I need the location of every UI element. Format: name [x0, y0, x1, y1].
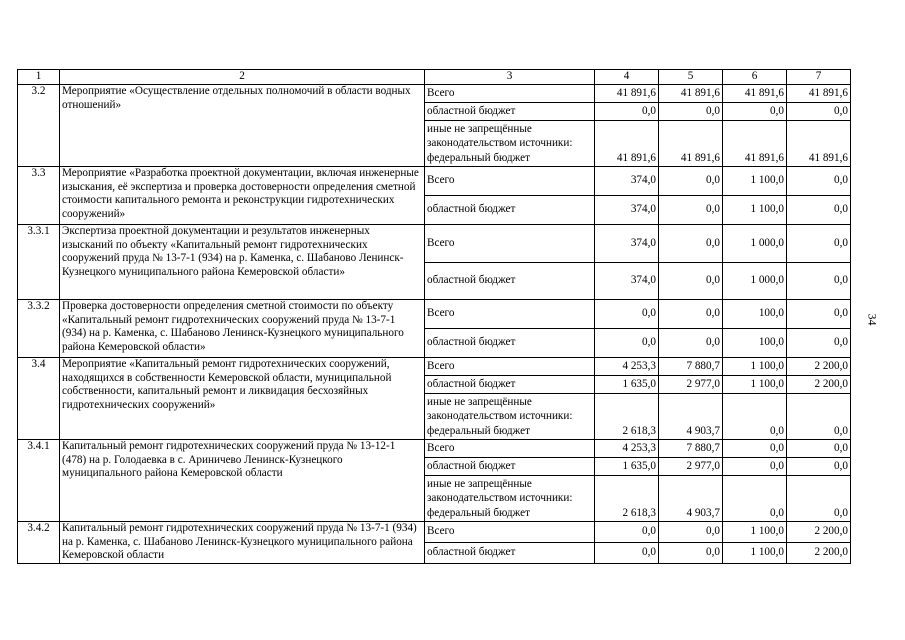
row-number: 3.4.2 [18, 522, 60, 564]
row-number: 3.3 [18, 167, 60, 225]
source-label: областной бюджет [425, 103, 595, 121]
row-number: 3.2 [18, 85, 60, 167]
budget-table [17, 69, 851, 564]
value-cell: 41 891,6 [787, 85, 851, 103]
value-cell: 1 100,0 [723, 376, 787, 394]
column-header: 7 [787, 70, 851, 85]
value-cell: 2 618,3 [595, 425, 659, 440]
row-number: 3.4.1 [18, 440, 60, 522]
value-cell: 41 891,6 [659, 85, 723, 103]
value-cell: 2 200,0 [787, 522, 851, 543]
value-cell: 0,0 [787, 425, 851, 440]
row-description: Мероприятие «Разработка проектной документации, включая инженерные изыскания, её экспертиза и проверка достоверности определения сметной стоимости капитального ремонта и реконструкции гидротехнических сооружений» [60, 167, 425, 225]
value-cell: 0,0 [595, 522, 659, 543]
value-cell: 0,0 [595, 300, 659, 329]
source-label: иные не запрещённые законодательством источники: [425, 394, 595, 425]
value-cell [723, 476, 787, 507]
source-label: иные не запрещённые законодательством источники: [425, 121, 595, 152]
source-label: областной бюджет [425, 376, 595, 394]
table-row [18, 85, 851, 103]
value-cell: 41 891,6 [723, 152, 787, 167]
page-number: 34 [865, 313, 880, 326]
value-cell: 0,0 [659, 263, 723, 300]
value-cell: 374,0 [595, 225, 659, 263]
value-cell: 0,0 [595, 543, 659, 564]
value-cell: 0,0 [787, 225, 851, 263]
value-cell: 1 635,0 [595, 376, 659, 394]
value-cell: 374,0 [595, 196, 659, 225]
value-cell [723, 121, 787, 152]
value-cell: 41 891,6 [659, 152, 723, 167]
column-header: 1 [18, 70, 60, 85]
value-cell: 100,0 [723, 329, 787, 358]
value-cell: 0,0 [787, 329, 851, 358]
column-header: 4 [595, 70, 659, 85]
value-cell: 1 100,0 [723, 522, 787, 543]
value-cell: 0,0 [723, 440, 787, 458]
row-number: 3.3.1 [18, 225, 60, 300]
value-cell: 0,0 [659, 300, 723, 329]
source-label: федеральный бюджет [425, 507, 595, 522]
source-label: областной бюджет [425, 263, 595, 300]
value-cell: 0,0 [723, 425, 787, 440]
value-cell: 0,0 [659, 103, 723, 121]
value-cell: 0,0 [659, 543, 723, 564]
row-description: Капитальный ремонт гидротехнических сооружений пруда № 13-7-1 (934) на р. Каменка, с. Шабаново Ленинск-Кузнецкого муниципального района Кемеровской области [60, 522, 425, 564]
source-label: Всего [425, 225, 595, 263]
source-label: областной бюджет [425, 458, 595, 476]
value-cell: 374,0 [595, 167, 659, 196]
table-row [18, 358, 851, 376]
row-number: 3.3.2 [18, 300, 60, 358]
value-cell: 0,0 [787, 263, 851, 300]
source-label: федеральный бюджет [425, 425, 595, 440]
value-cell [595, 476, 659, 507]
value-cell: 0,0 [787, 300, 851, 329]
value-cell: 4 253,3 [595, 440, 659, 458]
source-label: областной бюджет [425, 196, 595, 225]
value-cell: 0,0 [659, 329, 723, 358]
header-row [18, 70, 851, 85]
value-cell: 0,0 [723, 507, 787, 522]
value-cell: 1 100,0 [723, 358, 787, 376]
column-header: 2 [60, 70, 425, 85]
value-cell: 0,0 [659, 522, 723, 543]
value-cell: 0,0 [595, 103, 659, 121]
value-cell: 0,0 [787, 103, 851, 121]
source-label: Всего [425, 85, 595, 103]
column-header: 6 [723, 70, 787, 85]
row-description: Экспертиза проектной документации и результатов инженерных изысканий по объекту «Капитальный ремонт гидротехнических сооружений пруда № 13-7-1 (934) на р. Каменка, с. Шабаново Ленинск-Кузнецкого муниципального района Кемеровской области» [60, 225, 425, 300]
value-cell: 0,0 [787, 440, 851, 458]
value-cell: 0,0 [659, 167, 723, 196]
value-cell: 4 903,7 [659, 425, 723, 440]
value-cell [787, 394, 851, 425]
source-label: областной бюджет [425, 329, 595, 358]
value-cell: 1 100,0 [723, 196, 787, 225]
value-cell: 0,0 [787, 458, 851, 476]
source-label: Всего [425, 440, 595, 458]
table-row [18, 440, 851, 458]
row-number: 3.4 [18, 358, 60, 440]
value-cell: 41 891,6 [723, 85, 787, 103]
table-row [18, 167, 851, 196]
value-cell: 0,0 [723, 458, 787, 476]
value-cell: 100,0 [723, 300, 787, 329]
value-cell: 1 100,0 [723, 543, 787, 564]
source-label: Всего [425, 522, 595, 543]
value-cell: 2 618,3 [595, 507, 659, 522]
value-cell: 4 903,7 [659, 507, 723, 522]
value-cell: 1 000,0 [723, 225, 787, 263]
value-cell [659, 121, 723, 152]
value-cell: 41 891,6 [595, 85, 659, 103]
value-cell: 2 977,0 [659, 376, 723, 394]
value-cell [659, 476, 723, 507]
value-cell: 0,0 [787, 196, 851, 225]
source-label: иные не запрещённые законодательством источники: [425, 476, 595, 507]
value-cell [723, 394, 787, 425]
value-cell [595, 394, 659, 425]
source-label: областной бюджет [425, 543, 595, 564]
row-description: Мероприятие «Капитальный ремонт гидротехнических сооружений, находящихся в собственности Кемеровской области, муниципальной собственности, капитальный ремонт и ликвидация бесхозяйных гидротехнических сооружений» [60, 358, 425, 440]
value-cell: 4 253,3 [595, 358, 659, 376]
source-label: Всего [425, 358, 595, 376]
value-cell: 2 200,0 [787, 358, 851, 376]
value-cell: 0,0 [787, 507, 851, 522]
value-cell: 41 891,6 [595, 152, 659, 167]
source-label: Всего [425, 300, 595, 329]
source-label: Всего [425, 167, 595, 196]
table-row [18, 225, 851, 263]
value-cell: 41 891,6 [787, 152, 851, 167]
value-cell: 1 000,0 [723, 263, 787, 300]
value-cell: 0,0 [659, 196, 723, 225]
table-row [18, 522, 851, 543]
value-cell: 1 635,0 [595, 458, 659, 476]
value-cell: 2 977,0 [659, 458, 723, 476]
value-cell [659, 394, 723, 425]
row-description: Проверка достоверности определения сметной стоимости по объекту «Капитальный ремонт гидротехнических сооружений пруда № 13-7-1 (934) на р. Каменка, с. Шабаново Ленинск-Кузнецкого муниципального района Кемеровской области» [60, 300, 425, 358]
value-cell: 7 880,7 [659, 440, 723, 458]
value-cell: 0,0 [595, 329, 659, 358]
value-cell [787, 121, 851, 152]
column-header: 3 [425, 70, 595, 85]
row-description: Капитальный ремонт гидротехнических сооружений пруда № 13-12-1 (478) на р. Голодаевка в с. Ариничево Ленинск-Кузнецкого муниципального района Кемеровской области [60, 440, 425, 522]
value-cell: 7 880,7 [659, 358, 723, 376]
value-cell: 2 200,0 [787, 543, 851, 564]
value-cell: 0,0 [723, 103, 787, 121]
column-header: 5 [659, 70, 723, 85]
source-label: федеральный бюджет [425, 152, 595, 167]
value-cell [595, 121, 659, 152]
value-cell: 0,0 [659, 225, 723, 263]
value-cell: 0,0 [787, 167, 851, 196]
value-cell: 2 200,0 [787, 376, 851, 394]
value-cell: 374,0 [595, 263, 659, 300]
value-cell [787, 476, 851, 507]
table-row [18, 300, 851, 329]
value-cell: 1 100,0 [723, 167, 787, 196]
row-description: Мероприятие «Осуществление отдельных полномочий в области водных отношений» [60, 85, 425, 167]
